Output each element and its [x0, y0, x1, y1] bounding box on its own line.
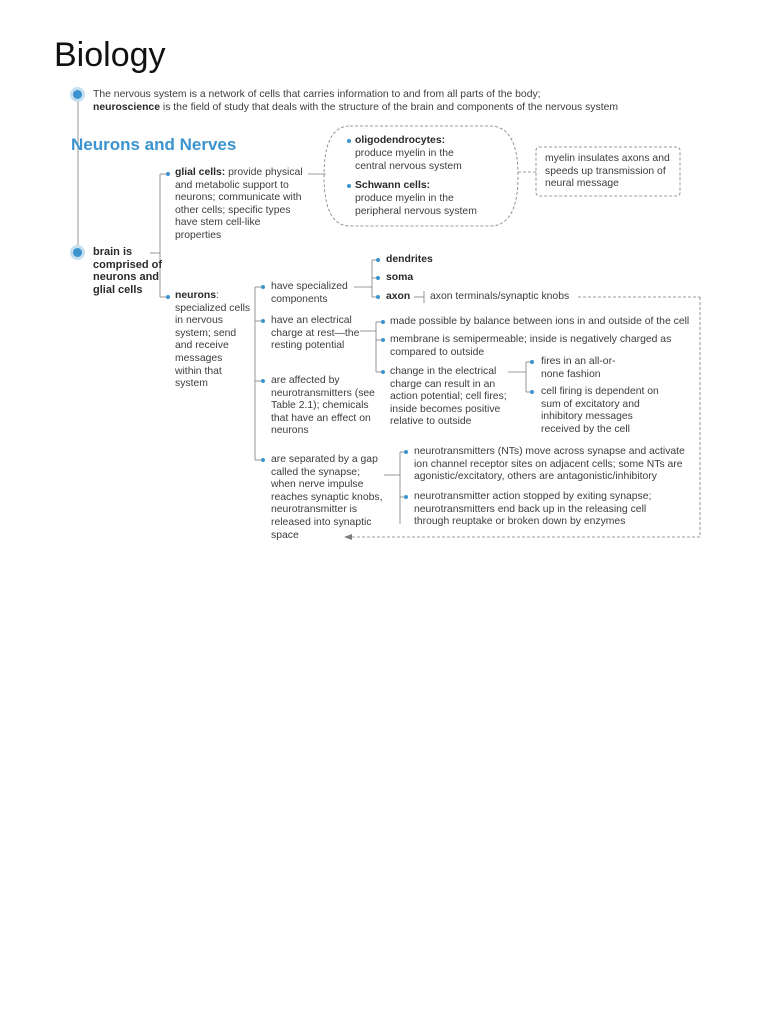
- all-or-none-node: fires in an all-or-none fashion: [541, 356, 616, 380]
- intro-bullet-icon: [73, 90, 82, 99]
- semipermeable-membrane-node: membrane is semipermeable; inside is negatively charged as compared to outside: [390, 334, 672, 358]
- glial-cells-term: glial cells:: [175, 167, 226, 178]
- schwann-cells-desc: produce myelin in the peripheral nervous system: [355, 193, 477, 217]
- glial-cells-desc: provide physical and metabolic support to neurons; communicate with other cells; specific types have stem cell-like properties: [175, 167, 303, 241]
- synapse-node: are separated by a gap called the synapse; when nerve impulse reaches synaptic knobs, neurotransmitter is released into synaptic space: [271, 454, 383, 541]
- root-node: brain is comprised of neurons and glial cells: [93, 246, 163, 296]
- axon-terminals-node: axon terminals/synaptic knobs: [430, 291, 570, 302]
- components-node: have specialized components: [271, 281, 348, 305]
- ion-balance-node: made possible by balance between ions in and outside of the cell: [390, 316, 690, 327]
- oligodendrocytes-term: oligodendrocytes:: [355, 135, 446, 146]
- neurons-term: neurons: [175, 290, 216, 301]
- schwann-cells-term: Schwann cells:: [355, 180, 431, 191]
- neurons-desc: : specialized cells in nervous system; send and receive messages within that system: [175, 290, 251, 390]
- electrical-charge-node: have an electrical charge at rest—the resting potential: [271, 315, 360, 352]
- soma-node: soma: [386, 272, 414, 283]
- neurotransmitters-node: are affected by neurotransmitters (see Table 2.1); chemicals that have an effect on neurons: [271, 375, 375, 437]
- neuroscience-definition: is the field of study that deals with the structure of the brain and components of the nervous system: [160, 102, 619, 113]
- nts-move-node: neurotransmitters (NTs) move across synapse and activate ion channel receptor sites on adjacent cells; some NTs are agonistic/excitatory, others are antagonistic/inhibitory: [414, 446, 685, 483]
- axon-node: axon: [386, 291, 411, 302]
- root-bullet-icon: [73, 248, 82, 257]
- neurons-node: [175, 290, 251, 391]
- intro-line-2: [93, 102, 618, 115]
- oligodendrocytes-desc: produce myelin in the central nervous system: [355, 148, 462, 172]
- section-title: Neurons and Nerves: [71, 135, 237, 154]
- page-title: Biology: [54, 36, 166, 74]
- intro-line-1: The nervous system is a network of cells that carries information to and from all parts of the body;: [93, 89, 541, 100]
- cell-firing-node: cell firing is dependent on sum of excitatory and inhibitory messages received by the cell: [541, 386, 659, 435]
- glial-cells-node: [175, 167, 308, 243]
- dendrites-node: dendrites: [386, 254, 433, 265]
- action-potential-node: change in the electrical charge can result in an action potential; cell fires; inside becomes positive relative to outside: [390, 366, 507, 428]
- neuroscience-term: neuroscience: [93, 102, 160, 113]
- nt-action-stopped-node: neurotransmitter action stopped by exiting synapse; neurotransmitters end back up in the releasing cell through reuptake or broken down by enzymes: [414, 491, 652, 528]
- myelin-note: myelin insulates axons and speeds up transmission of neural message: [545, 153, 670, 190]
